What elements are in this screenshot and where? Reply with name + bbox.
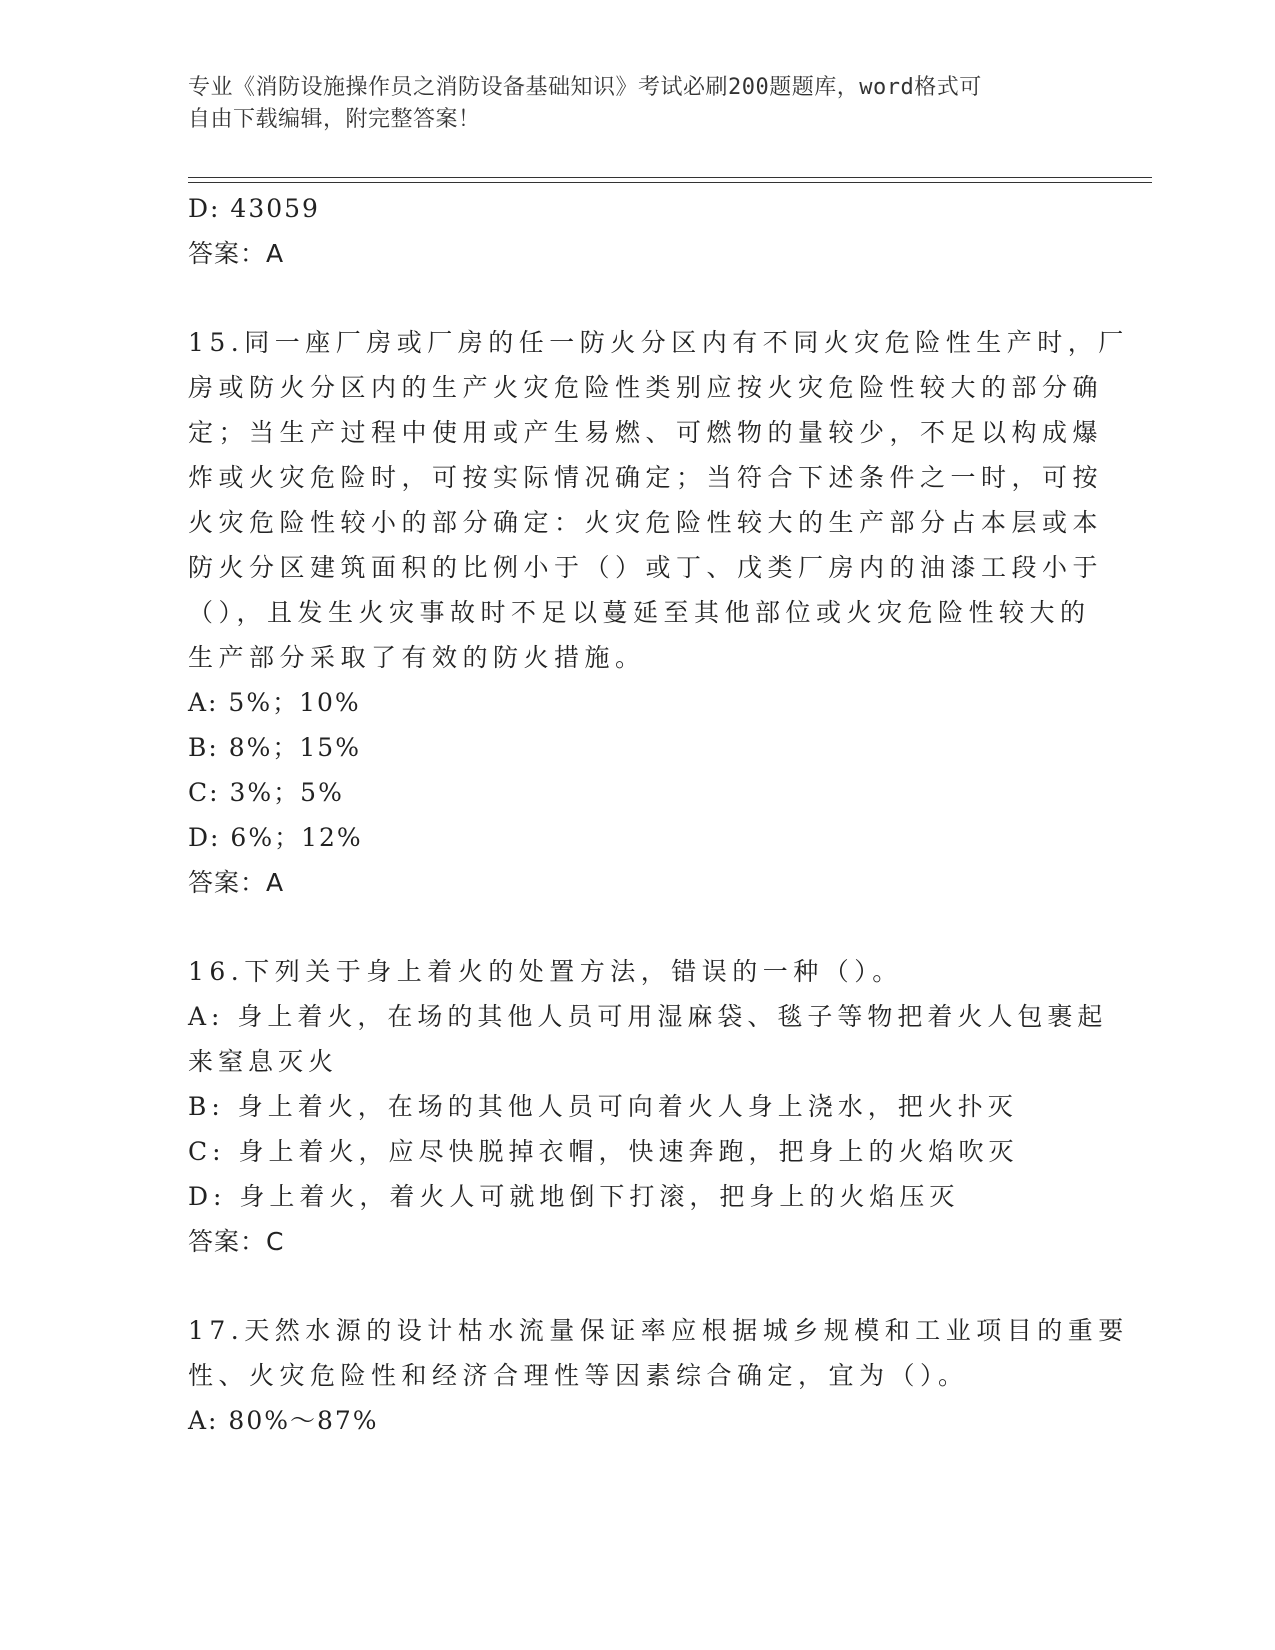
q16-option-a-line-2: 来窒息灭火: [188, 1047, 339, 1076]
q14-answer: 答案：A: [188, 239, 285, 268]
q16-option-d: D: 身上着火，着火人可就地倒下打滚，把身上的火焰压灭: [188, 1182, 960, 1211]
q15-option-a: A: 5%；10%: [188, 688, 361, 717]
q15-option-c: C: 3%；5%: [188, 778, 344, 807]
q17-question-line: 17.天然水源的设计枯水流量保证率应根据城乡规模和工业项目的重要: [188, 1316, 1129, 1345]
q15-question: [188, 320, 1129, 680]
q15-answer: 答案：A: [188, 868, 285, 897]
header-title-line-1: 专业《消防设施操作员之消防设备基础知识》考试必刷200题题库，word格式可: [188, 75, 982, 100]
q16-answer: 答案：C: [188, 1227, 285, 1256]
q15-question-line: （），且发生火灾事故时不足以蔓延至其他部位或火灾危险性较大的: [188, 598, 1091, 627]
q15-question-line: 房或防火分区内的生产火灾危险性类别应按火灾危险性较大的部分确: [188, 373, 1104, 402]
document-header: [188, 72, 1088, 136]
header-title-line-2: 自由下载编辑，附完整答案！: [188, 107, 481, 132]
q15-option-d: D: 6%；12%: [188, 823, 363, 852]
q15-question-line: 定；当生产过程中使用或产生易燃、可燃物的量较少，不足以构成爆: [188, 418, 1104, 447]
header-divider-top: [188, 177, 1152, 178]
q16-question: [188, 949, 1088, 994]
question-list: [188, 186, 1129, 1443]
q15-question-line: 生产部分采取了有效的防火措施。: [188, 643, 646, 672]
q15-question-line: 炸或火灾危险时，可按实际情况确定；当符合下述条件之一时，可按: [188, 463, 1104, 492]
q17-option-a: A: 80%～87%: [188, 1406, 379, 1435]
q17-question: [188, 1308, 1129, 1398]
q15-option-b: B: 8%；15%: [188, 733, 361, 762]
q15-question-line: 火灾危险性较小的部分确定：火灾危险性较大的生产部分占本层或本: [188, 508, 1104, 537]
q16-option-b: B: 身上着火，在场的其他人员可向着火人身上浇水，把火扑灭: [188, 1092, 1018, 1121]
q16-option-c: C: 身上着火，应尽快脱掉衣帽，快速奔跑，把身上的火焰吹灭: [188, 1137, 1019, 1166]
q17-question-line: 性、火灾危险性和经济合理性等因素综合确定，宜为（）。: [188, 1361, 969, 1390]
q15-question-line: 防火分区建筑面积的比例小于（）或丁、戊类厂房内的油漆工段小于: [188, 553, 1104, 582]
q14-option-d: D: 43059: [188, 194, 320, 223]
q16-option-a-line-1: A: 身上着火，在场的其他人员可用湿麻袋、毯子等物把着火人包裹起: [188, 1002, 1108, 1031]
q16-question-line: 16.下列关于身上着火的处置方法，错误的一种（）。: [188, 957, 903, 986]
header-divider-bottom: [188, 182, 1152, 183]
q15-question-line: 15.同一座厂房或厂房的任一防火分区内有不同火灾危险性生产时，厂: [188, 328, 1129, 357]
